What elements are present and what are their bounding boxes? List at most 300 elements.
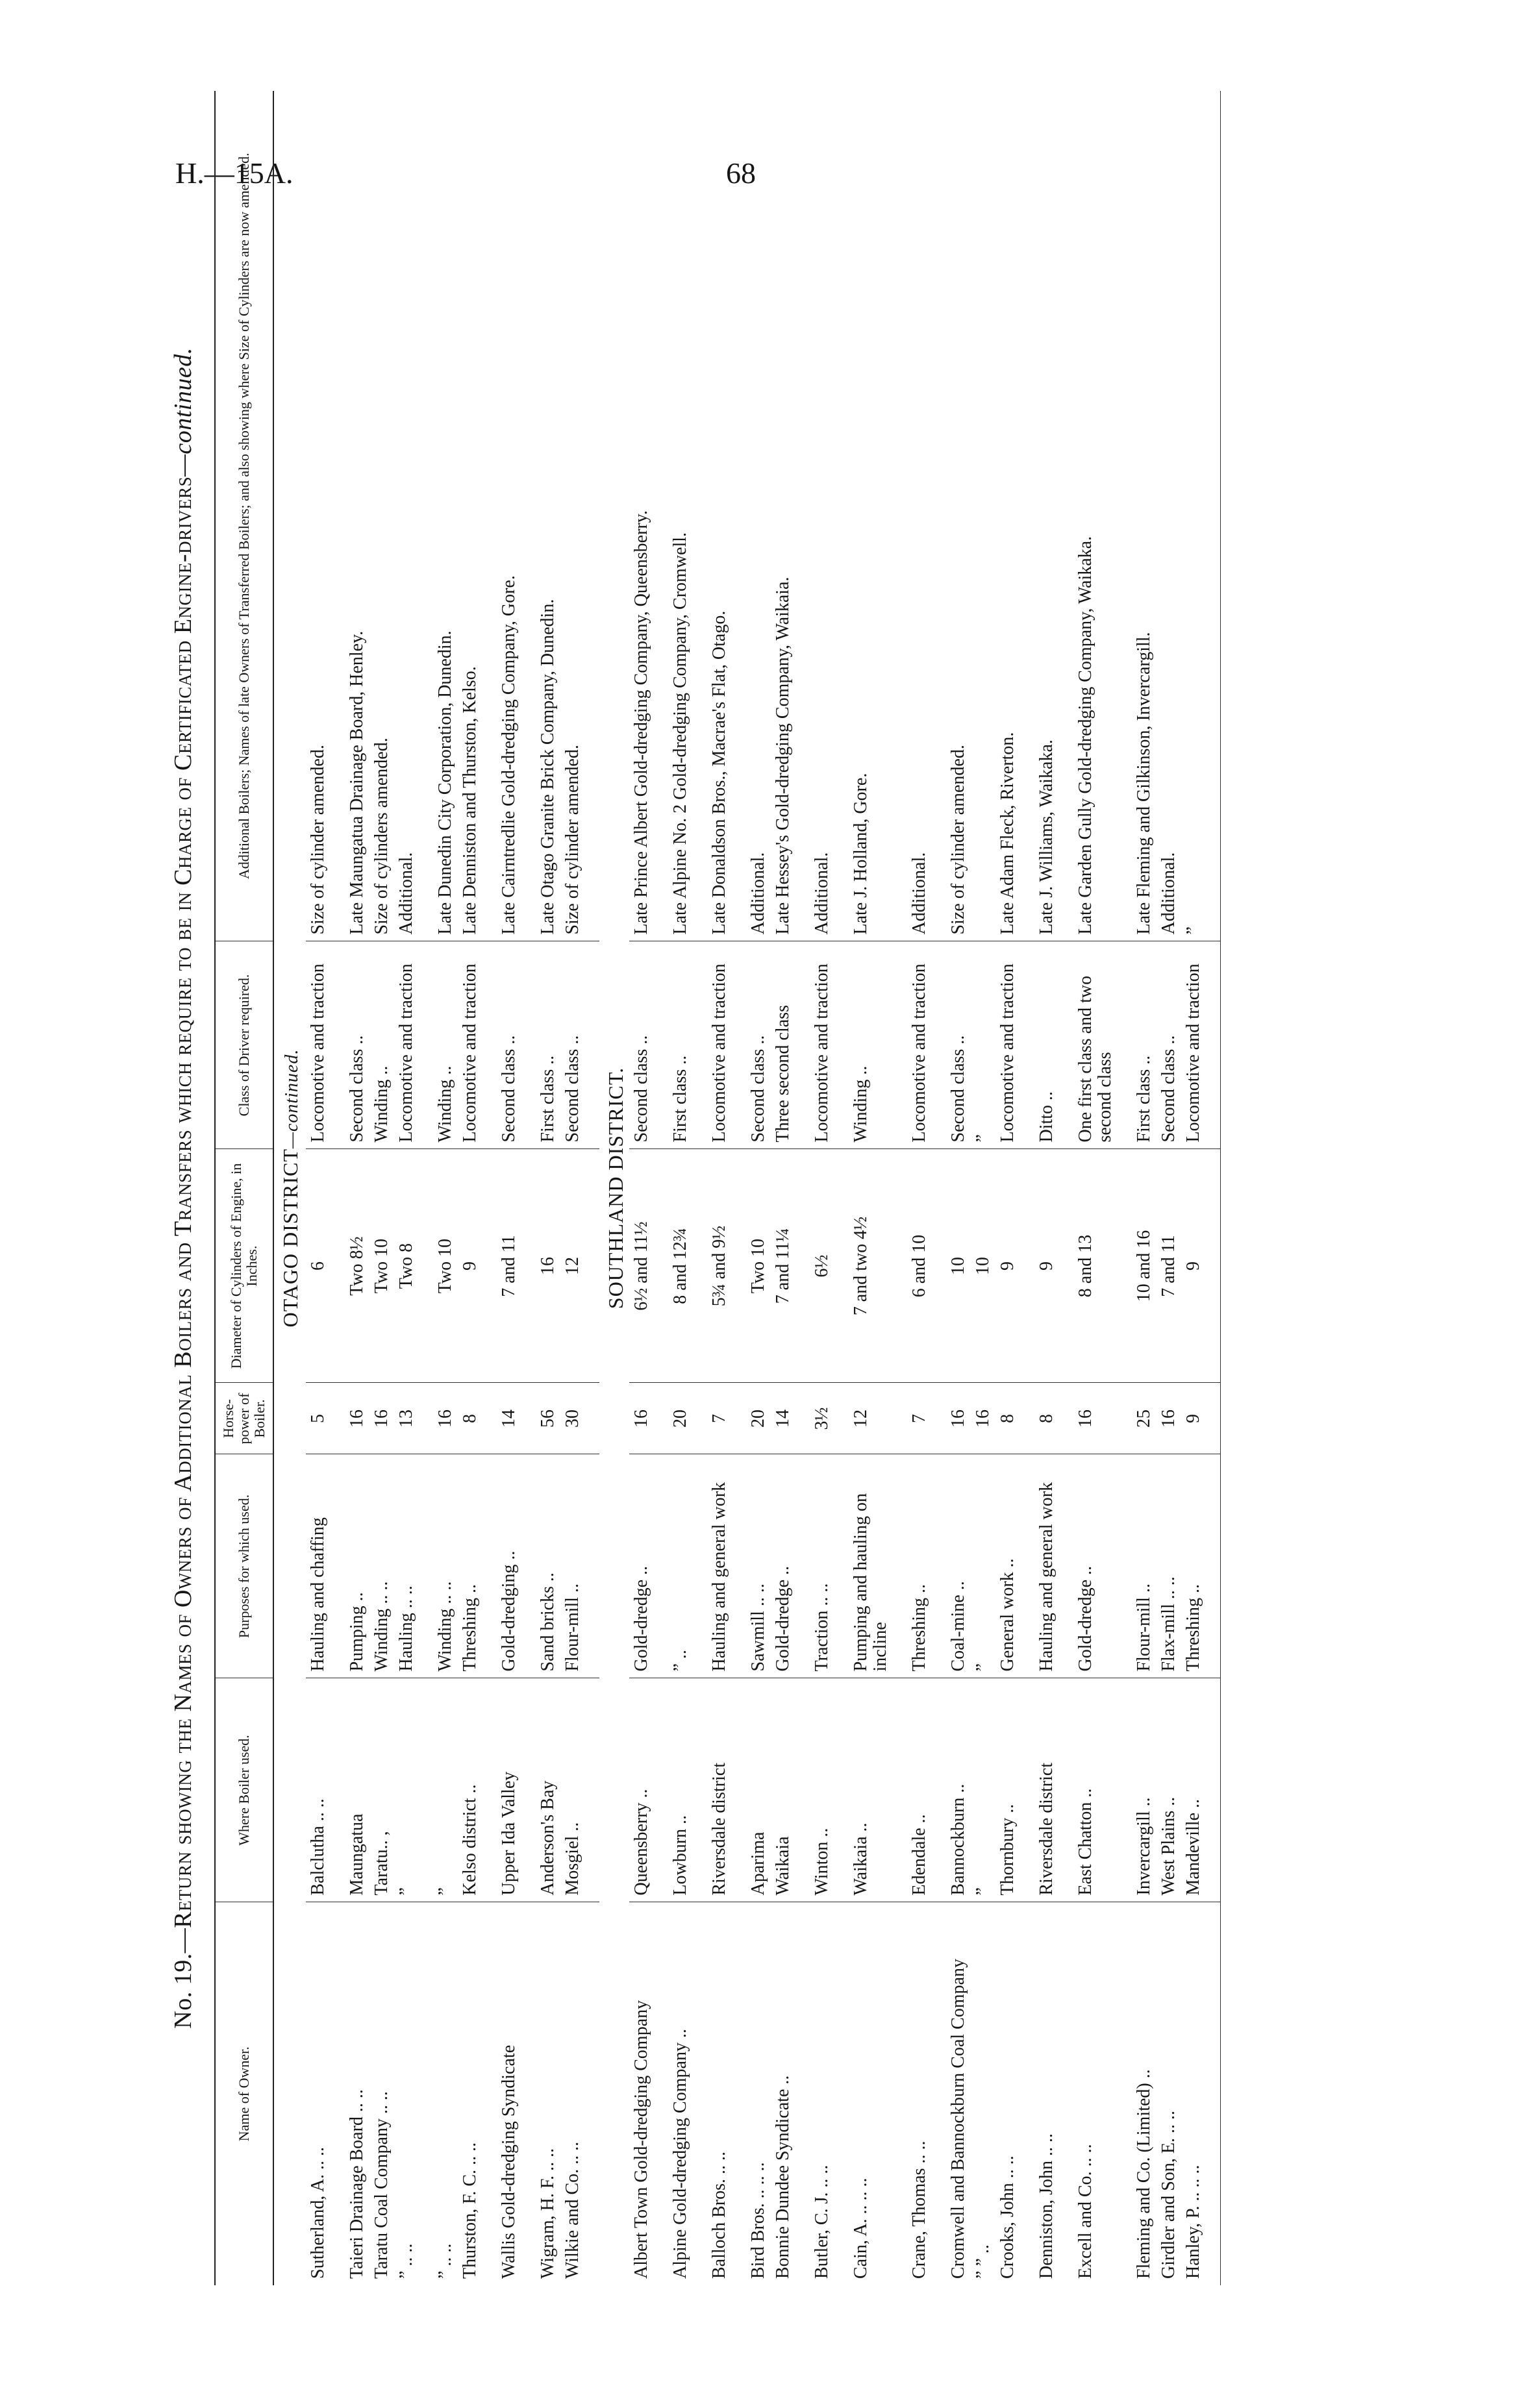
- purpose-cell: Gold-dredge ..: [629, 1454, 654, 1678]
- where-cell: Lowburn ..: [668, 1678, 693, 1902]
- purpose-cell: Gold-dredging ..: [497, 1454, 521, 1678]
- horsepower-cell: 25: [1132, 1383, 1157, 1454]
- diameter-cell: 9: [995, 1149, 1020, 1383]
- purpose-cell: Coal-mine ..: [946, 1454, 971, 1678]
- owner-cell: Bird Bros. .. .. ..: [748, 2162, 768, 2279]
- where-cell: Waikaia: [771, 1678, 795, 1902]
- class-cell: Locomotive and traction: [306, 941, 331, 1149]
- where-cell: Maungatua: [345, 1678, 369, 1902]
- spacer-cell: [693, 91, 707, 941]
- spacer-cell: [331, 1454, 345, 1678]
- owner-cell: Crane, Thomas .. ..: [909, 2141, 929, 2279]
- class-cell: First class ..: [1132, 941, 1157, 1149]
- notes-cell: [971, 91, 995, 941]
- section-heading-row: [273, 91, 306, 2285]
- purpose-cell: ” ..: [668, 1454, 693, 1678]
- spacer-cell: [1206, 91, 1221, 941]
- horsepower-cell: 7: [907, 1383, 932, 1454]
- spacer-cell: [932, 1454, 946, 1678]
- notes-cell: Size of cylinder amended.: [306, 91, 331, 941]
- diameter-cell: Two 8: [394, 1149, 419, 1383]
- class-cell: Second class ..: [946, 941, 971, 1149]
- where-cell: Mosgiel ..: [560, 1678, 585, 1902]
- col-header-owner: Name of Owner.: [215, 1902, 273, 2285]
- spacer-cell: [732, 1383, 746, 1454]
- table-row: [629, 91, 654, 2285]
- spacer-cell: [1059, 91, 1073, 941]
- spacer-cell: [1118, 1383, 1132, 1454]
- spacer-cell: [1020, 1454, 1034, 1678]
- notes-cell: Late Hessey's Gold-dredging Company, Waikaia.: [771, 91, 795, 941]
- spacer-cell: [482, 1678, 497, 1902]
- spacer-cell: [795, 1383, 810, 1454]
- class-cell: Three second class: [771, 941, 795, 1149]
- spacer-cell: [585, 1902, 599, 2285]
- diameter-cell: Two 10: [433, 1149, 458, 1383]
- horsepower-cell: 14: [497, 1383, 521, 1454]
- owner-cell: Balloch Bros. .. ..: [709, 2152, 729, 2279]
- spacer-cell: [585, 1383, 599, 1454]
- horsepower-cell: 14: [771, 1383, 795, 1454]
- spacer-cell: [795, 1902, 810, 2285]
- title-suffix: —continued.: [169, 347, 197, 477]
- table-row: [810, 91, 834, 2285]
- horsepower-cell: 20: [668, 1383, 693, 1454]
- notes-cell: Late J. Williams, Waikaka.: [1034, 91, 1059, 941]
- class-cell: ”: [971, 941, 995, 1149]
- group-spacer: [834, 91, 849, 2285]
- owner-cell: Taratu Coal Company .. ..: [371, 2091, 392, 2279]
- group-spacer: [482, 91, 497, 2285]
- spacer-cell: [932, 1383, 946, 1454]
- purpose-cell: Threshing ..: [907, 1454, 932, 1678]
- spacer-cell: [732, 1454, 746, 1678]
- group-spacer: [932, 91, 946, 2285]
- spacer-cell: [1206, 1454, 1221, 1678]
- table-row: [306, 91, 331, 2285]
- where-cell: Mandeville ..: [1181, 1678, 1206, 1902]
- spacer-cell: [521, 91, 536, 941]
- spacer-cell: [1059, 1149, 1073, 1383]
- purpose-cell: Hauling and chaffing: [306, 1454, 331, 1678]
- class-cell: Locomotive and traction: [1181, 941, 1206, 1149]
- spacer-cell: [834, 1902, 849, 2285]
- spacer-cell: [419, 91, 433, 941]
- spacer-cell: [732, 1902, 746, 2285]
- spacer-cell: [932, 91, 946, 941]
- group-spacer: [654, 91, 668, 2285]
- spacer-cell: [585, 1149, 599, 1383]
- notes-cell: Additional.: [1157, 91, 1181, 941]
- spacer-cell: [521, 1149, 536, 1383]
- group-spacer: [585, 91, 599, 2285]
- diameter-cell: 16: [536, 1149, 560, 1383]
- class-cell: Winding ..: [433, 941, 458, 1149]
- diameter-cell: 5¾ and 9½: [707, 1149, 732, 1383]
- notes-cell: Additional.: [746, 91, 771, 941]
- horsepower-cell: 16: [433, 1383, 458, 1454]
- class-cell: Locomotive and traction: [394, 941, 419, 1149]
- spacer-cell: [521, 1383, 536, 1454]
- purpose-cell: Sawmill .. ..: [746, 1454, 771, 1678]
- class-cell: Winding ..: [849, 941, 893, 1149]
- where-cell: Winton ..: [810, 1678, 834, 1902]
- spacer-cell: [1206, 1678, 1221, 1902]
- owner-cell: ” .. ..: [435, 2243, 455, 2279]
- owner-cell: Taieri Drainage Board .. ..: [347, 2089, 367, 2279]
- spacer-cell: [693, 941, 707, 1149]
- horsepower-cell: 56: [536, 1383, 560, 1454]
- section-heading-row: [599, 91, 629, 2285]
- horsepower-cell: 8: [1034, 1383, 1059, 1454]
- class-cell: Second class ..: [497, 941, 521, 1149]
- horsepower-cell: 8: [995, 1383, 1020, 1454]
- purpose-cell: Hauling .. ..: [394, 1454, 419, 1678]
- spacer-cell: [1059, 941, 1073, 1149]
- spacer-cell: [893, 1902, 907, 2285]
- diameter-cell: 6: [306, 1149, 331, 1383]
- page-header-code: H.—15A.: [175, 156, 294, 190]
- spacer-cell: [419, 1383, 433, 1454]
- class-cell: Ditto ..: [1034, 941, 1059, 1149]
- col-header-notes: Additional Boilers; Names of late Owners of Transferred Boilers; and also showing where Size of Cylinders are now amended.: [215, 91, 273, 941]
- spacer-cell: [834, 941, 849, 1149]
- where-cell: East Chatton ..: [1073, 1678, 1118, 1902]
- spacer-cell: [834, 1454, 849, 1678]
- spacer-cell: [1020, 1678, 1034, 1902]
- group-spacer: [1059, 91, 1073, 2285]
- horsepower-cell: 13: [394, 1383, 419, 1454]
- owner-cell: Cain, A. .. .. ..: [851, 2178, 871, 2279]
- spacer-cell: [795, 941, 810, 1149]
- notes-cell: ”: [1181, 91, 1206, 941]
- diameter-cell: 6½: [810, 1149, 834, 1383]
- table-row: [497, 91, 521, 2285]
- section-heading-text: OTAGO DISTRICT: [279, 1148, 302, 1328]
- spacer-cell: [331, 1149, 345, 1383]
- purpose-cell: Winding .. ..: [433, 1454, 458, 1678]
- spacer-cell: [482, 1149, 497, 1383]
- spacer-cell: [1020, 1383, 1034, 1454]
- spacer-cell: [893, 941, 907, 1149]
- notes-cell: Late Alpine No. 2 Gold-dredging Company, Cromwell.: [668, 91, 693, 941]
- notes-cell: Additional.: [907, 91, 932, 941]
- class-cell: Second class ..: [629, 941, 654, 1149]
- table-row: [771, 91, 795, 2285]
- purpose-cell: Flour-mill ..: [1132, 1454, 1157, 1678]
- section-heading: [599, 91, 629, 2285]
- purpose-cell: General work ..: [995, 1454, 1020, 1678]
- group-spacer: [419, 91, 433, 2285]
- spacer-cell: [1020, 941, 1034, 1149]
- purpose-cell: Traction .. ..: [810, 1454, 834, 1678]
- horsepower-cell: 30: [560, 1383, 585, 1454]
- spacer-cell: [693, 1902, 707, 2285]
- purpose-cell: Flax-mill .. ..: [1157, 1454, 1181, 1678]
- spacer-cell: [1020, 1902, 1034, 2285]
- table-row: [946, 91, 971, 2285]
- purpose-cell: Pumping ..: [345, 1454, 369, 1678]
- owner-cell: Girdler and Son, E. .. ..: [1158, 2111, 1179, 2279]
- spacer-cell: [932, 1902, 946, 2285]
- spacer-cell: [693, 1149, 707, 1383]
- where-cell: ”: [394, 1678, 419, 1902]
- owner-cell: Denniston, John .. ..: [1036, 2133, 1057, 2279]
- class-cell: Second class ..: [345, 941, 369, 1149]
- owner-cell: Alpine Gold-dredging Company ..: [670, 2029, 690, 2279]
- spacer-cell: [1206, 1902, 1221, 2285]
- table-row: [849, 91, 893, 2285]
- diameter-cell: 6½ and 11½: [629, 1149, 654, 1383]
- spacer-cell: [1118, 1902, 1132, 2285]
- where-cell: West Plains ..: [1157, 1678, 1181, 1902]
- spacer-cell: [331, 1383, 345, 1454]
- col-header-diameter: Diameter of Cylinders of Engine, in Inches.: [215, 1149, 273, 1383]
- owner-cell: Butler, C. J. .. ..: [812, 2165, 832, 2279]
- diameter-cell: Two 10: [369, 1149, 394, 1383]
- group-spacer: [1020, 91, 1034, 2285]
- spacer-cell: [585, 91, 599, 941]
- table-row: [1157, 91, 1181, 2285]
- where-cell: Edendale ..: [907, 1678, 932, 1902]
- spacer-cell: [1059, 1902, 1073, 2285]
- spacer-cell: [331, 91, 345, 941]
- title-prefix: No. 19.—: [169, 1928, 197, 2029]
- diameter-cell: 10: [971, 1149, 995, 1383]
- table-row: [560, 91, 585, 2285]
- notes-cell: Late Adam Fleck, Riverton.: [995, 91, 1020, 941]
- spacer-cell: [795, 1149, 810, 1383]
- where-cell: ”: [971, 1678, 995, 1902]
- table-row: [1034, 91, 1059, 2285]
- diameter-cell: 7 and two 4½: [849, 1149, 893, 1383]
- where-cell: Riversdale district: [707, 1678, 732, 1902]
- group-spacer: [331, 91, 345, 2285]
- class-cell: Second class ..: [1157, 941, 1181, 1149]
- purpose-cell: Hauling and general work: [707, 1454, 732, 1678]
- owner-cell: Wigram, H. F. .. ..: [538, 2148, 558, 2279]
- spacer-cell: [1118, 91, 1132, 941]
- return-table: [214, 91, 1221, 2285]
- spacer-cell: [419, 1902, 433, 2285]
- spacer-cell: [521, 941, 536, 1149]
- spacer-cell: [654, 1383, 668, 1454]
- spacer-cell: [834, 91, 849, 941]
- spacer-cell: [1020, 91, 1034, 941]
- table-row: [668, 91, 693, 2285]
- purpose-cell: Sand bricks ..: [536, 1454, 560, 1678]
- page-number: 68: [726, 156, 756, 190]
- purpose-cell: Gold-dredge ..: [771, 1454, 795, 1678]
- diameter-cell: 12: [560, 1149, 585, 1383]
- owner-cell: Wallis Gold-dredging Syndicate: [499, 2044, 519, 2279]
- horsepower-cell: 16: [946, 1383, 971, 1454]
- spacer-cell: [1206, 941, 1221, 1149]
- spacer-cell: [693, 1383, 707, 1454]
- table-row: [707, 91, 732, 2285]
- header-row: [215, 91, 273, 2285]
- spacer-cell: [521, 1454, 536, 1678]
- owner-cell: Thurston, F. C. .. ..: [460, 2142, 480, 2279]
- table-row: [995, 91, 1020, 2285]
- table-row: [433, 91, 458, 2285]
- notes-cell: Additional.: [394, 91, 419, 941]
- spacer-cell: [1020, 1149, 1034, 1383]
- spacer-cell: [419, 1678, 433, 1902]
- notes-cell: Late Cairntredlie Gold-dredging Company, Gore.: [497, 91, 521, 941]
- table-row: [345, 91, 369, 2285]
- notes-cell: Late Denniston and Thurston, Kelso.: [458, 91, 482, 941]
- notes-cell: Late J. Holland, Gore.: [849, 91, 893, 941]
- owner-cell: Albert Town Gold-dredging Company: [631, 2000, 651, 2279]
- section-heading-suffix: —continued.: [282, 1049, 302, 1148]
- where-cell: Taratu.. ,: [369, 1678, 394, 1902]
- title-main: Return showing the Names of Owners of Additional Boilers and Transfers which require to be in Charge of Certificated Engine-drivers: [169, 476, 197, 1928]
- spacer-cell: [834, 1149, 849, 1383]
- owner-cell: Crooks, John .. ..: [997, 2155, 1018, 2279]
- spacer-cell: [654, 1149, 668, 1383]
- spacer-cell: [654, 91, 668, 941]
- table-row: [746, 91, 771, 2285]
- spacer-cell: [654, 941, 668, 1149]
- notes-cell: Late Prince Albert Gold-dredging Company, Queensberry.: [629, 91, 654, 941]
- table-row: [1073, 91, 1118, 2285]
- spacer-cell: [482, 91, 497, 941]
- spacer-cell: [732, 1678, 746, 1902]
- where-cell: Invercargill ..: [1132, 1678, 1157, 1902]
- where-cell: Aparima: [746, 1678, 771, 1902]
- horsepower-cell: 8: [458, 1383, 482, 1454]
- spacer-cell: [932, 941, 946, 1149]
- notes-cell: Late Garden Gully Gold-dredging Company, Waikaka.: [1073, 91, 1118, 941]
- where-cell: Thornbury ..: [995, 1678, 1020, 1902]
- spacer-cell: [419, 1149, 433, 1383]
- notes-cell: Late Maungatua Drainage Board, Henley.: [345, 91, 369, 941]
- table-title: [169, 91, 197, 2285]
- group-spacer: [521, 91, 536, 2285]
- diameter-cell: 7 and 11: [1157, 1149, 1181, 1383]
- spacer-cell: [1118, 1454, 1132, 1678]
- where-cell: ”: [433, 1678, 458, 1902]
- rotated-table-region: [169, 91, 1338, 2285]
- notes-cell: Late Otago Granite Brick Company, Dunedin.: [536, 91, 560, 941]
- notes-cell: Late Fleming and Gilkinson, Invercargill.: [1132, 91, 1157, 941]
- owner-cell: ” ” ..: [973, 2244, 993, 2279]
- class-cell: Locomotive and traction: [907, 941, 932, 1149]
- spacer-cell: [1206, 1383, 1221, 1454]
- spacer-cell: [331, 1902, 345, 2285]
- purpose-cell: ”: [971, 1454, 995, 1678]
- spacer-cell: [654, 1454, 668, 1678]
- diameter-cell: 8 and 12¾: [668, 1149, 693, 1383]
- class-cell: Locomotive and traction: [810, 941, 834, 1149]
- spacer-cell: [419, 941, 433, 1149]
- class-cell: One first class and two second class: [1073, 941, 1118, 1149]
- table-row: [1181, 91, 1206, 2285]
- diameter-cell: 9: [1034, 1149, 1059, 1383]
- spacer-cell: [893, 1383, 907, 1454]
- purpose-cell: Pumping and hauling on incline: [849, 1454, 893, 1678]
- table-row: [394, 91, 419, 2285]
- diameter-cell: Two 8½: [345, 1149, 369, 1383]
- notes-cell: Size of cylinder amended.: [946, 91, 971, 941]
- table-row: [971, 91, 995, 2285]
- table-row: [536, 91, 560, 2285]
- diameter-cell: 8 and 13: [1073, 1149, 1118, 1383]
- owner-cell: Sutherland, A. .. ..: [308, 2147, 328, 2279]
- col-header-where: Where Boiler used.: [215, 1678, 273, 1902]
- spacer-cell: [893, 1149, 907, 1383]
- spacer-cell: [693, 1454, 707, 1678]
- class-cell: Second class ..: [560, 941, 585, 1149]
- spacer-cell: [1059, 1678, 1073, 1902]
- diameter-cell: 10: [946, 1149, 971, 1383]
- horsepower-cell: 16: [629, 1383, 654, 1454]
- horsepower-cell: 16: [345, 1383, 369, 1454]
- purpose-cell: Hauling and general work: [1034, 1454, 1059, 1678]
- purpose-cell: Winding .. ..: [369, 1454, 394, 1678]
- spacer-cell: [585, 1454, 599, 1678]
- diameter-cell: 9: [458, 1149, 482, 1383]
- notes-cell: Size of cylinder amended.: [560, 91, 585, 941]
- section-heading-text: SOUTHLAND DISTRICT.: [604, 1067, 627, 1310]
- horsepower-cell: 5: [306, 1383, 331, 1454]
- spacer-cell: [419, 1454, 433, 1678]
- spacer-cell: [482, 1383, 497, 1454]
- diameter-cell: 10 and 16: [1132, 1149, 1157, 1383]
- spacer-cell: [893, 91, 907, 941]
- col-header-class: Class of Driver required.: [215, 941, 273, 1149]
- class-cell: First class ..: [668, 941, 693, 1149]
- horsepower-cell: 7: [707, 1383, 732, 1454]
- class-cell: Second class ..: [746, 941, 771, 1149]
- owner-cell: Bonnie Dundee Syndicate ..: [773, 2075, 793, 2279]
- purpose-cell: Gold-dredge ..: [1073, 1454, 1118, 1678]
- spacer-cell: [1059, 1383, 1073, 1454]
- table-row: [458, 91, 482, 2285]
- spacer-cell: [932, 1678, 946, 1902]
- spacer-cell: [331, 941, 345, 1149]
- spacer-cell: [1118, 1149, 1132, 1383]
- table-body: [273, 91, 1221, 2285]
- group-spacer: [893, 91, 907, 2285]
- spacer-cell: [693, 1678, 707, 1902]
- table-row: [1132, 91, 1157, 2285]
- owner-cell: Hanley, P. .. .. ..: [1183, 2165, 1203, 2279]
- class-cell: Winding ..: [369, 941, 394, 1149]
- owner-cell: Cromwell and Bannockburn Coal Company: [948, 1958, 968, 2279]
- horsepower-cell: 16: [1157, 1383, 1181, 1454]
- spacer-cell: [482, 1454, 497, 1678]
- spacer-cell: [795, 1454, 810, 1678]
- spacer-cell: [795, 91, 810, 941]
- table-row: [369, 91, 394, 2285]
- col-header-horsepower: Horse-power of Boiler.: [215, 1383, 273, 1454]
- group-spacer: [1118, 91, 1132, 2285]
- horsepower-cell: 20: [746, 1383, 771, 1454]
- spacer-cell: [732, 91, 746, 941]
- where-cell: Bannockburn ..: [946, 1678, 971, 1902]
- owner-cell: Fleming and Co. (Limited) ..: [1134, 2069, 1154, 2279]
- notes-cell: Late Donaldson Bros., Macrae's Flat, Otago.: [707, 91, 732, 941]
- owner-cell: Wilkie and Co. .. ..: [562, 2141, 582, 2279]
- spacer-cell: [521, 1902, 536, 2285]
- class-cell: Locomotive and traction: [707, 941, 732, 1149]
- spacer-cell: [1118, 1678, 1132, 1902]
- group-spacer: [693, 91, 707, 2285]
- notes-cell: Late Dunedin City Corporation, Dunedin.: [433, 91, 458, 941]
- horsepower-cell: 16: [1073, 1383, 1118, 1454]
